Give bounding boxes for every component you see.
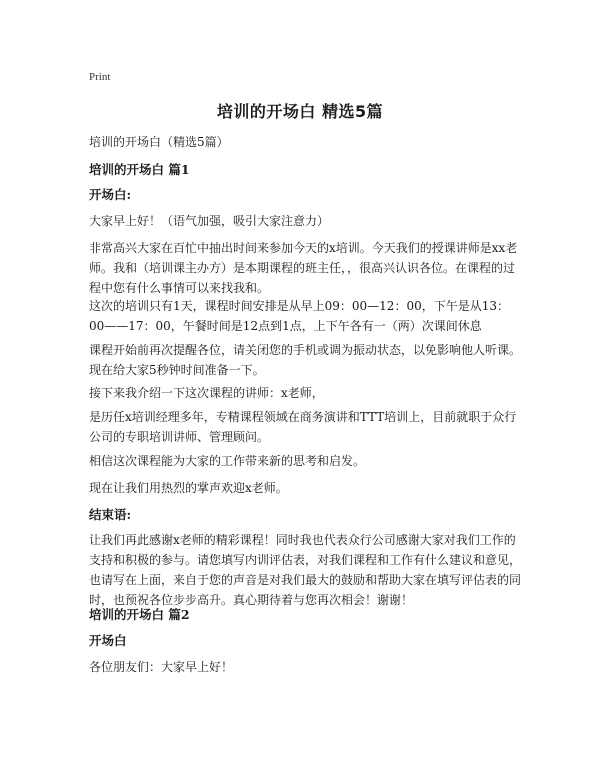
section1-opening-heading: 开场白: [89,187,132,202]
section1-paragraph-4: 课程开始前再次提醒各位，请关闭您的手机或调为振动状态，以免影响他人听课。现在给大家5秒钟时间准备一下。 [89,343,522,377]
section1-closing-heading: 结束语: [89,507,132,522]
section1-paragraph-6: 是历任x培训经理多年，专精课程领域在商务演讲和TTT培训上，目前就职于众行公司的专职培训讲师、管理顾问。 [89,410,517,444]
section2-opening-heading: 开场白 [89,633,127,648]
section1-paragraph-2: 非常高兴大家在百忙中抽出时间来参加今天的x培训。今天我们的授课讲师是xx老师。我和（培训课主办方）是本期课程的班主任，，很高兴认识各位。在课程的过程中您有什么事情可以来找我和。 [89,241,518,295]
section1-closing-paragraph: 让我们再此感谢x老师的精彩课程！同时我也代表众行公司感谢大家对我们工作的支持和积极的参与。请您填写内训评估表，对我们课程和工作有什么建议和意见，也请写在上面，来自于您的声音是对我们最大的鼓励和帮助大家在填写评估表的同时，也预祝各位步步高升。真心期待着与您再次相会！谢谢！ [89,533,522,607]
section1-paragraph-7: 相信这次课程能为大家的工作带来新的思考和启发。 [89,454,366,468]
section1-heading: 培训的开场白 篇1 [89,162,190,177]
section2-first-line: 各位朋友们：大家早上好！ [89,660,234,674]
section1-paragraph-8: 现在让我们用热烈的掌声欢迎x老师。 [89,481,288,495]
section1-paragraph-5: 接下来我介绍一下这次课程的讲师：x老师， [89,386,324,400]
section1-paragraph-3: 这次的培训只有1天，课程时间安排是从早上09：00—12：00，下午是从13：00——17：00，午餐时间是12点到1点，上下午各有一（两）次课间休息 [89,299,509,333]
document-subtitle: 培训的开场白（精选5篇） [89,135,229,149]
section1-paragraph-1: 大家早上好！（语气加强，吸引大家注意力） [89,214,330,228]
print-label[interactable]: Print [89,71,111,83]
section2-heading: 培训的开场白 篇2 [89,607,190,622]
document-title: 培训的开场白 精选5篇 [216,102,384,121]
